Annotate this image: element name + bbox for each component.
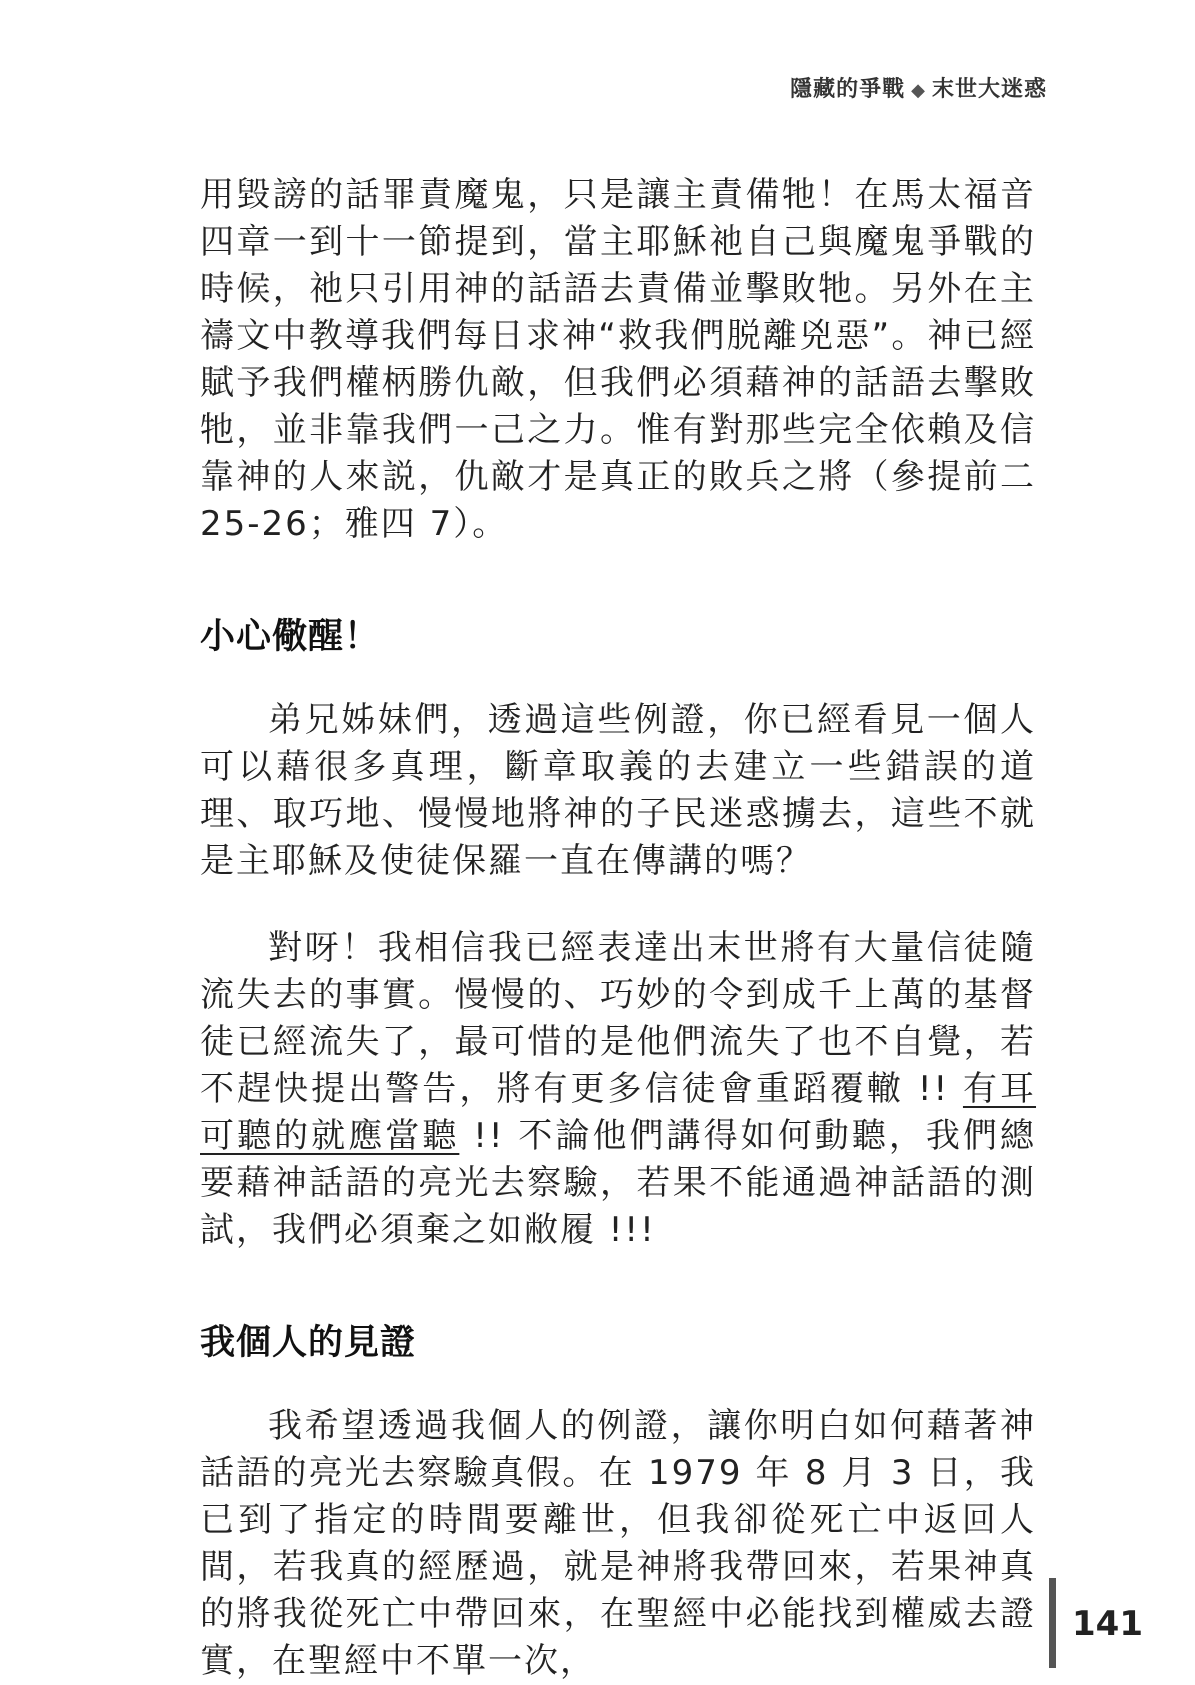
- page-body: [200, 172, 1036, 1685]
- page-number-bar: [1049, 1578, 1056, 1668]
- body-paragraph: 弟兄姊妹們，透過這些例證，你已經看見一個人可以藉很多真理，斷章取義的去建立一些錯誤的道理、取巧地、慢慢地將神的子民迷惑擄去，這些不就是主耶穌及使徒保羅一直在傳講的嗎？: [200, 700, 1036, 881]
- running-header: [790, 72, 1047, 103]
- chapter-title: 末世大迷惑: [931, 77, 1047, 102]
- section-heading: 我個人的見證: [200, 1323, 417, 1363]
- underlined-quote: 有耳可聽的就應當聽: [200, 1069, 1037, 1156]
- body-paragraph: 用毀謗的話罪責魔鬼，只是讓主責備牠！在馬太福音四章一到十一節提到，當主耶穌祂自己與魔鬼爭戰的時候，祂只引用神的話語去責備並擊敗牠。另外在主禱文中教導我們每日求神“救我們脱離兇惡”。神已經賦予我們權柄勝仇敵，但我們必須藉神的話語去擊敗牠，並非靠我們一己之力。惟有對那些完全依賴及信靠神的人來説，仇敵才是真正的敗兵之將（參提前二 25-26；雅四 7）。: [200, 175, 1036, 544]
- text-run: !! 不論他們講得如何動聽，我們總要藉神話語的亮光去察驗，若果不能通過神話語的測試，我們必須棄之如敝履 !!!: [200, 1116, 1037, 1250]
- diamond-separator-icon: ◆: [911, 80, 926, 101]
- body-paragraph: [200, 925, 1036, 1254]
- section-heading: 小心儆醒！: [200, 617, 381, 657]
- body-paragraph: 我希望透過我個人的例證，讓你明白如何藉著神話語的亮光去察驗真假。在 1979 年 8 月 3 日，我已到了指定的時間要離世，但我卻從死亡中返回人間，若我真的經歷過，就是神將我帶回來，若果神真的將我從死亡中帶回來，在聖經中必能找到權威去證實，在聖經中不單一次，: [200, 1406, 1036, 1681]
- text-run: 對呀！我相信我已經表達出末世將有大量信徒隨流失去的事實。慢慢的、巧妙的令到成千上萬的基督徒已經流失了，最可惜的是他們流失了也不自覺，若不趕快提出警告，將有更多信徒會重蹈覆轍 !!: [200, 928, 1036, 1109]
- book-title: 隱藏的爭戰: [790, 77, 906, 102]
- page-number: 141: [1072, 1604, 1143, 1644]
